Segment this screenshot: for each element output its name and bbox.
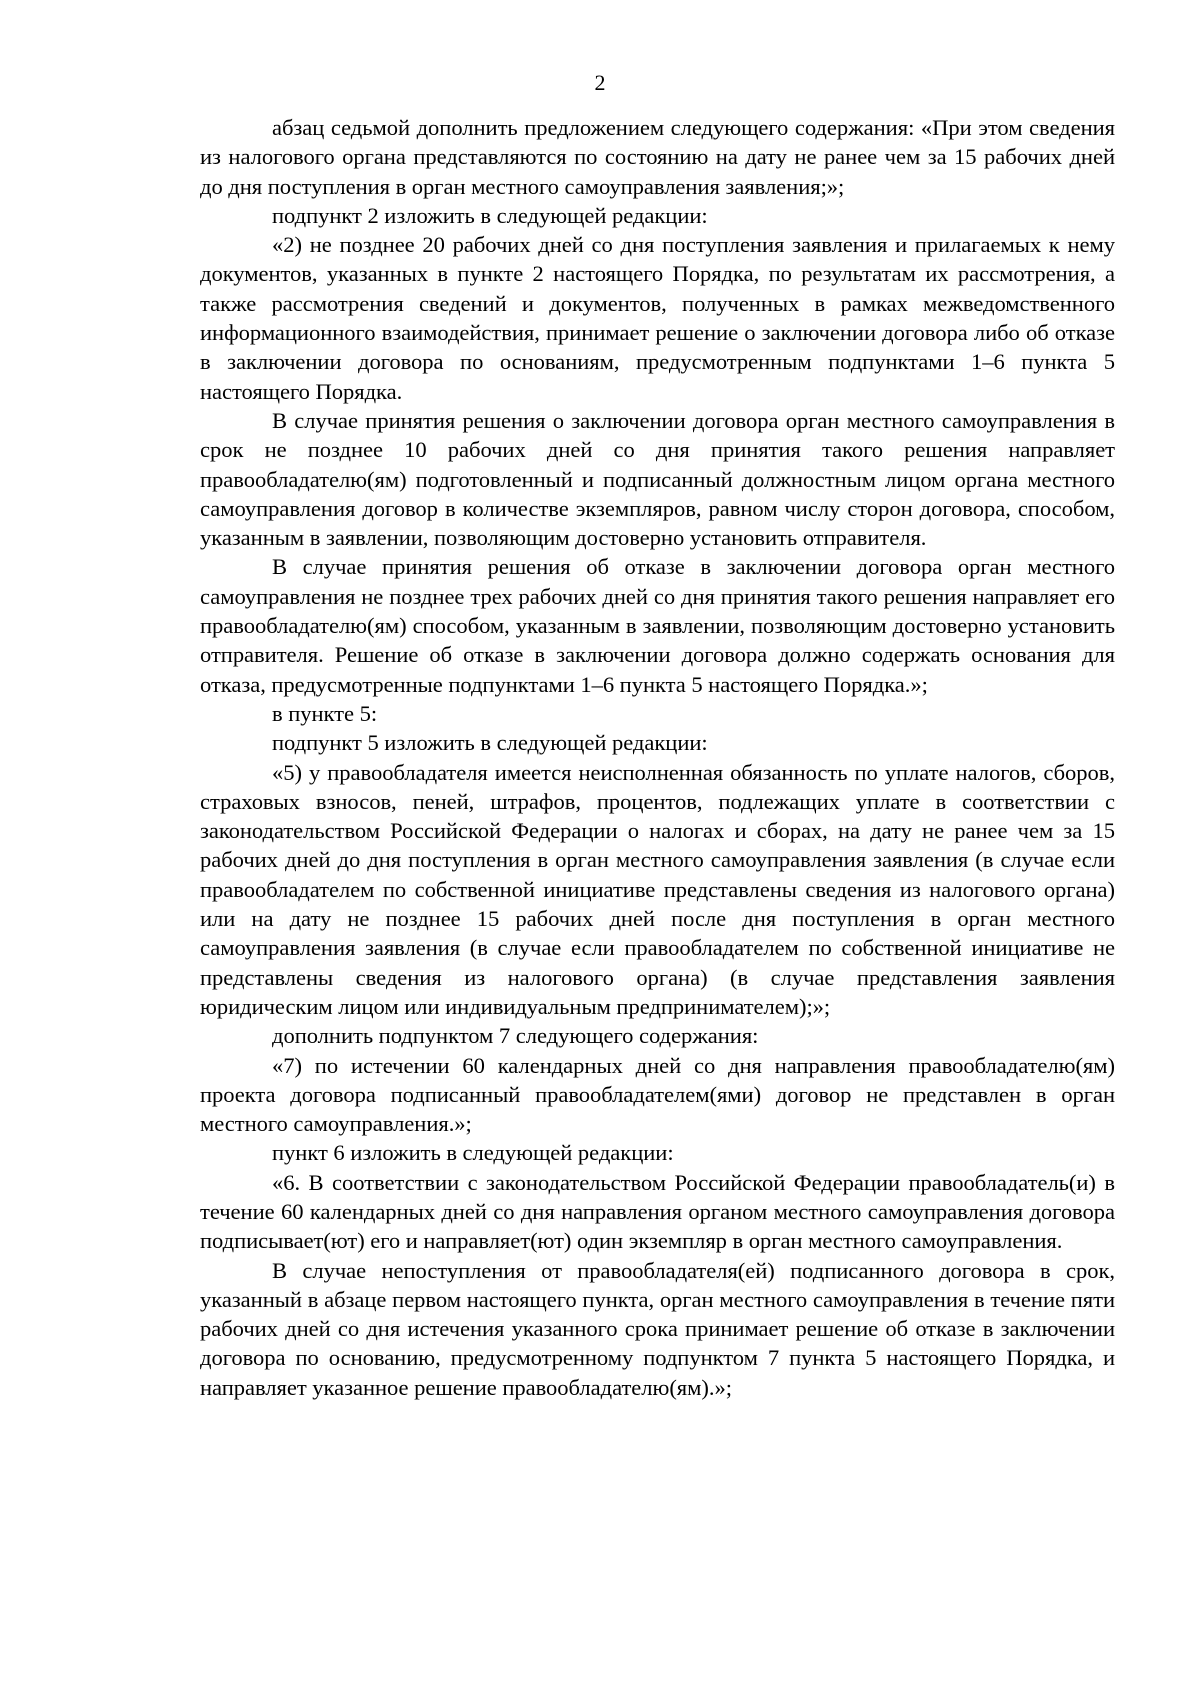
paragraph-9: дополнить подпунктом 7 следующего содержания: xyxy=(272,1023,759,1049)
paragraph-12: «6. В соответствии с законодательством Российской Федерации правообладатель(и) в течение 60 календарных дней со дня направления органом местного самоуправления договора подписывает(ют) его и направляет(ют) один экземпляр в орган местного самоуправления. xyxy=(200,1169,1115,1254)
paragraph-1: абзац седьмой дополнить предложением следующего содержания: «При этом сведения из налогового органа представляются по состоянию на дату не ранее чем за 15 рабочих дней до дня поступления в орган местного самоуправления заявления;»; xyxy=(200,115,1115,199)
paragraph-5: В случае принятия решения об отказе в заключении договора орган местного самоуправления не позднее трех рабочих дней со дня принятия такого решения направляет его правообладателю(ям) способом, указанным в заявлении, позволяющим достоверно установить отправителя. Решение об отказе в заключении договора должно содержать основания для отказа, предусмотренные подпунктами 1–6 пункта 5 настоящего Порядка.»; xyxy=(200,554,1115,697)
page-number: 2 xyxy=(594,70,606,95)
paragraph-4: В случае принятия решения о заключении договора орган местного самоуправления в срок не позднее 10 рабочих дней со дня принятия такого решения направляет правообладателю(ям) подготовленный и подписанный должностным лицом органа местного самоуправления договор в количестве экземпляров, равном числу сторон договора, способом, указанным в заявлении, позволяющим достоверно установить отправителя. xyxy=(200,407,1115,551)
paragraph-3: «2) не позднее 20 рабочих дней со дня поступления заявления и прилагаемых к нему документов, указанных в пункте 2 настоящего Порядка, по результатам их рассмотрения, а также рассмотрения сведений и документов, полученных в рамках межведомственного информационного взаимодействия, принимает решение о заключении договора либо об отказе в заключении договора по основаниям, предусмотренным подпунктами 1–6 пункта 5 настоящего Порядка. xyxy=(200,232,1115,404)
paragraph-2: подпункт 2 изложить в следующей редакции: xyxy=(272,202,708,228)
paragraph-8: «5) у правообладателя имеется неисполненная обязанность по уплате налогов, сборов, страховых взносов, пеней, штрафов, процентов, подлежащих уплате в соответствии с законодательством Российской Федерации о налогах и сборах, на дату не ранее чем за 15 рабочих дней до дня поступления в орган местного самоуправления заявления (в случае если правообладателем по собственной инициативе представлены сведения из налогового органа) или на дату не позднее 15 рабочих дней после дня поступления в орган местного самоуправления заявления (в случае если правообладателем по собственной инициативе не представлены сведения из налогового органа) (в случае представления заявления юридическим лицом или индивидуальным предпринимателем);»; xyxy=(200,759,1115,1019)
document-body xyxy=(200,113,1115,1402)
paragraph-10: «7) по истечении 60 календарных дней со дня направления правообладателю(ям) проекта договора подписанный правообладателем(ями) договор не представлен в орган местного самоуправления.»; xyxy=(200,1052,1115,1137)
paragraph-7: подпункт 5 изложить в следующей редакции: xyxy=(272,730,708,756)
paragraph-11: пункт 6 изложить в следующей редакции: xyxy=(272,1140,674,1166)
paragraph-13: В случае непоступления от правообладателя(ей) подписанного договора в срок, указанный в абзаце первом настоящего пункта, орган местного самоуправления в течение пяти рабочих дней со дня истечения указанного срока принимает решение об отказе в заключении договора по основанию, предусмотренному подпунктом 7 пункта 5 настоящего Порядка, и направляет указанное решение правообладателю(ям).»; xyxy=(200,1257,1115,1400)
paragraph-6: в пункте 5: xyxy=(272,700,378,726)
